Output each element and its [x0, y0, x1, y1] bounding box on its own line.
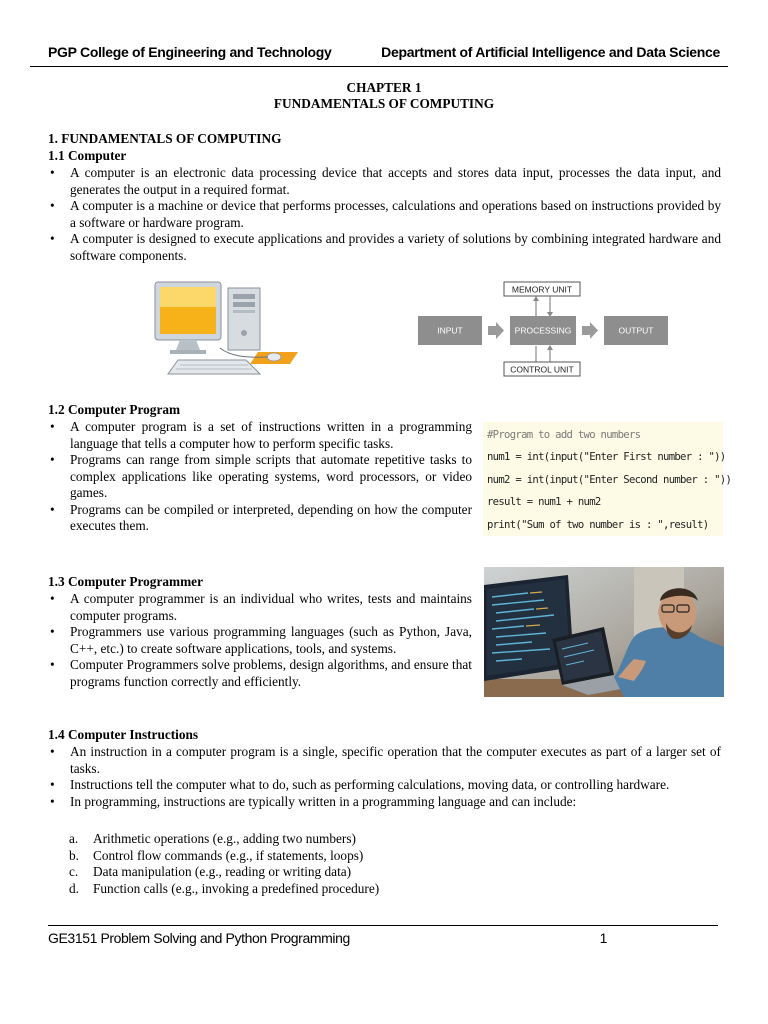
- list-marker: c.: [69, 864, 79, 879]
- list-item: • In programming, instructions are typically written in a programming language and can include:: [48, 794, 721, 811]
- code-line: #Program to add two numbers: [487, 429, 641, 441]
- code-snippet: [483, 422, 732, 536]
- list-marker: b.: [69, 847, 79, 863]
- code-line: print("Sum of two number is : ",result): [487, 519, 709, 531]
- list-item: • Programs can be compiled or interpreted, depending on how the computer executes them.: [48, 502, 472, 535]
- input-label: INPUT: [437, 325, 463, 336]
- list-item: [69, 848, 709, 865]
- page-number: 1: [599, 930, 607, 946]
- subsection-heading-instructions: 1.4 Computer Instructions: [48, 727, 199, 742]
- course-name: GE3151 Problem Solving and Python Programming: [48, 930, 350, 946]
- list-item: • Programs can range from simple scripts that automate repetitive tasks to complex applications like operating systems, word processors, or video games.: [48, 452, 472, 502]
- list-item: • A computer is designed to execute applications and provides a variety of solutions by combining integrated hardware and software components.: [48, 231, 721, 264]
- subsection-heading-program: 1.2 Computer Program: [48, 402, 181, 417]
- chapter-number: CHAPTER 1: [346, 80, 422, 95]
- subsection-heading-computer: 1.1 Computer: [48, 148, 127, 163]
- program-bullets: [48, 419, 472, 535]
- subsection-heading-programmer: 1.3 Computer Programmer: [48, 574, 203, 589]
- memory-unit-label: MEMORY UNIT: [511, 284, 573, 295]
- code-line: result = num1 + num2: [487, 496, 601, 508]
- list-item-text: Control flow commands (e.g., if statements, loops): [93, 847, 364, 863]
- code-line: num1 = int(input("Enter First number : ")): [487, 451, 726, 463]
- instruction-bullets: [48, 744, 721, 810]
- page-header: [48, 44, 720, 62]
- computer-bullets: [48, 165, 721, 264]
- computer-block-diagram: [408, 276, 690, 390]
- code-line: num2 = int(input("Enter Second number : ")): [487, 474, 732, 486]
- computer-illustration: [150, 278, 305, 380]
- department-name: Department of Artificial Intelligence and Data Science: [381, 44, 720, 60]
- list-item: • Programmers use various programming languages (such as Python, Java, C++, etc.) to create software applications, tools, and systems.: [48, 624, 472, 657]
- college-name: PGP College of Engineering and Technology: [48, 44, 332, 60]
- list-item: • An instruction in a computer program is a single, specific operation that the computer executes as part of a larger set of tasks.: [48, 744, 721, 777]
- list-marker: a.: [69, 831, 79, 846]
- control-unit-label: CONTROL UNIT: [510, 364, 574, 375]
- list-item: [69, 864, 709, 881]
- list-item-text: Function calls (e.g., invoking a predefined procedure): [93, 880, 380, 896]
- list-item: • A computer programmer is an individual who writes, tests and maintains computer programs.: [48, 591, 472, 624]
- list-item: [69, 831, 709, 848]
- list-item: • A computer program is a set of instructions written in a programming language that tells a computer how to perform specific tasks.: [48, 419, 472, 452]
- list-item: • A computer is a machine or device that performs processes, calculations and operations based on instructions provided by a software or hardware program.: [48, 198, 721, 231]
- list-item: [69, 881, 709, 898]
- chapter-title: FUNDAMENTALS OF COMPUTING: [273, 96, 495, 111]
- list-item: • Computer Programmers solve problems, design algorithms, and ensure that programs function correctly and efficiently.: [48, 657, 472, 690]
- page-footer: [48, 930, 718, 947]
- header-rule: [30, 66, 728, 67]
- programmer-photo: [484, 567, 724, 697]
- programmer-bullets: [48, 591, 472, 690]
- instruction-types-list: [69, 831, 709, 897]
- footer-rule: [48, 925, 718, 926]
- list-item-text: Data manipulation (e.g., reading or writing data): [93, 864, 352, 879]
- list-item: • A computer is an electronic data processing device that accepts and stores data input, processes the data input, and generates the output in a required format.: [48, 165, 721, 198]
- processing-label: PROCESSING: [514, 325, 572, 336]
- output-label: OUTPUT: [618, 325, 654, 336]
- section-heading: 1. FUNDAMENTALS OF COMPUTING: [48, 131, 282, 146]
- list-marker: d.: [69, 880, 79, 896]
- list-item: • Instructions tell the computer what to do, such as performing calculations, moving data, or controlling hardware.: [48, 777, 721, 794]
- list-item-text: Arithmetic operations (e.g., adding two numbers): [93, 831, 356, 846]
